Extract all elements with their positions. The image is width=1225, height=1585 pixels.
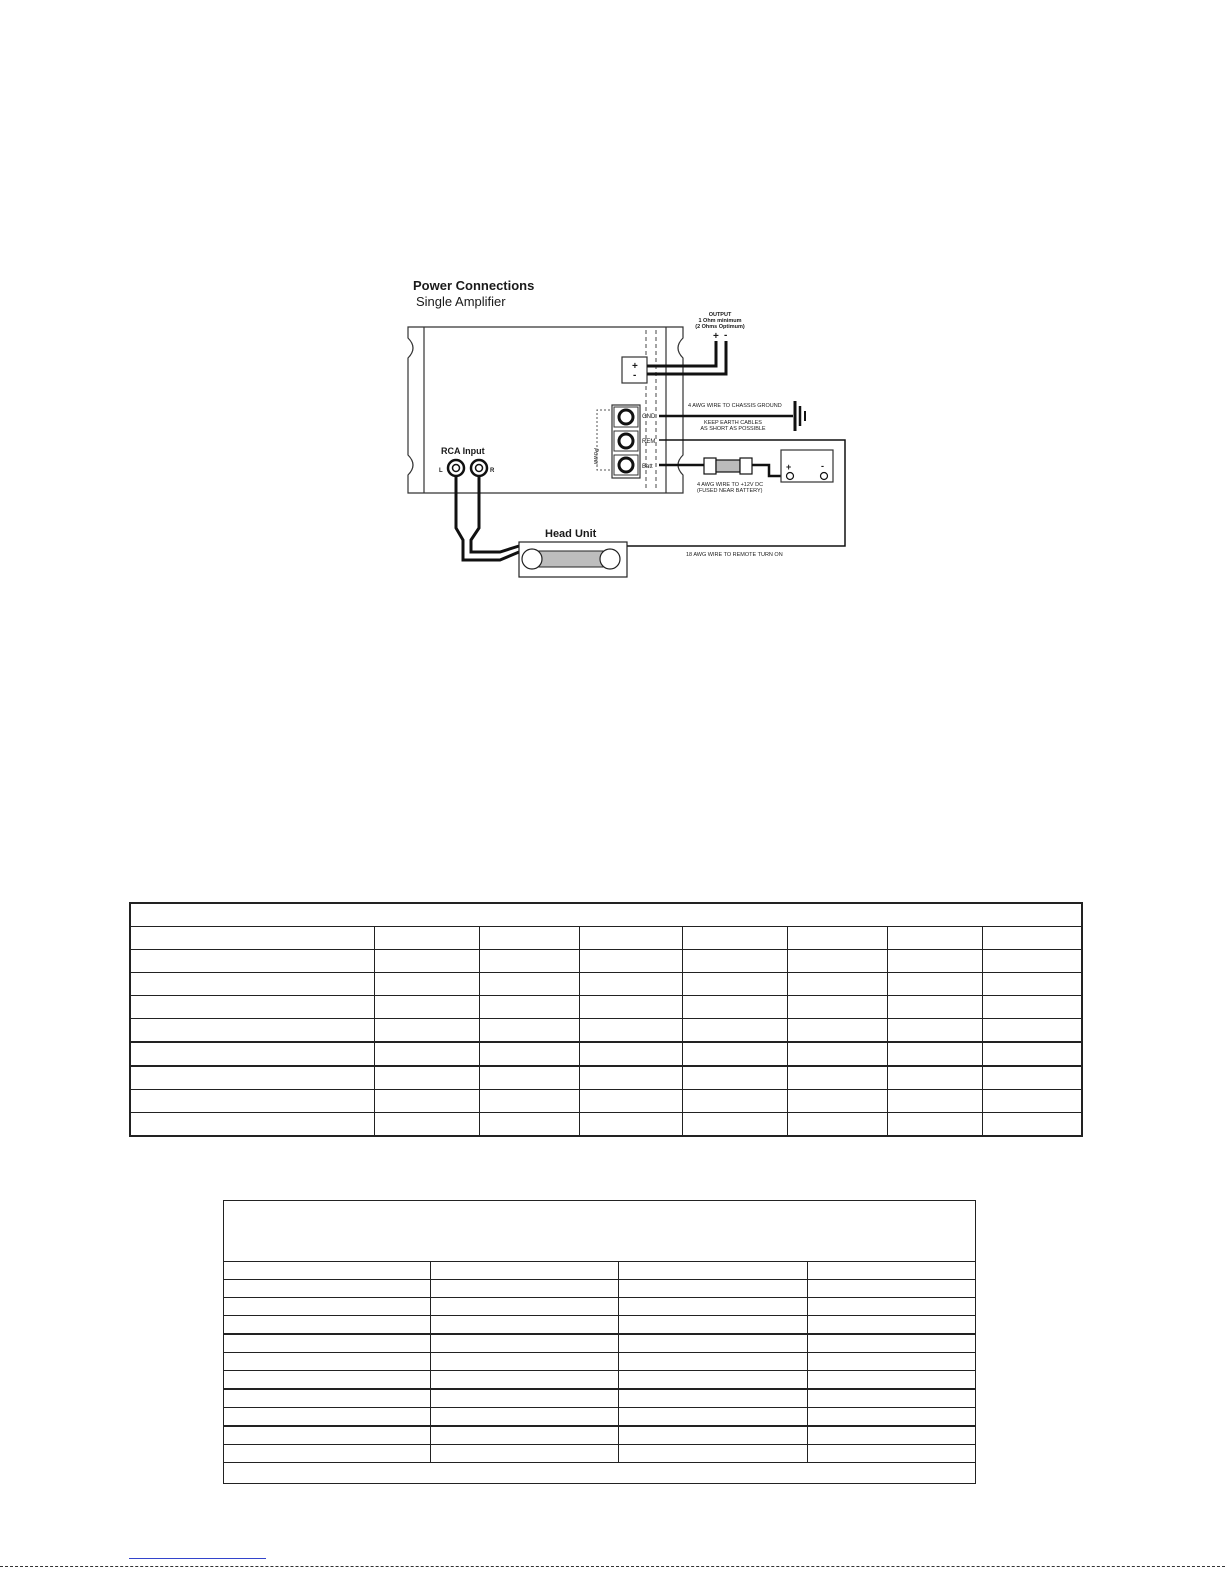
output-minus: - — [724, 330, 728, 341]
rca-right-label: R — [490, 468, 495, 474]
speaker-wires — [647, 341, 726, 374]
table-row — [130, 927, 1082, 950]
power-connections-diagram — [0, 0, 1225, 620]
table-row — [224, 1371, 976, 1390]
rca-right-jack[interactable] — [471, 460, 487, 476]
power-label: Power — [592, 448, 598, 466]
svg-text:+: + — [632, 361, 638, 372]
table-row — [224, 1445, 976, 1463]
table-row — [130, 973, 1082, 996]
speaker-output-terminal[interactable] — [622, 357, 647, 383]
table-row — [130, 1019, 1082, 1043]
output-opt-label: (2 Ohms Optimum) — [695, 324, 745, 330]
table-row — [224, 1408, 976, 1427]
output-plus: + — [713, 331, 719, 342]
table-row — [130, 1042, 1082, 1066]
output-label: OUTPUT — [708, 312, 732, 318]
table-row — [224, 1316, 976, 1335]
table-row — [224, 1334, 976, 1353]
battery-minus: - — [821, 461, 824, 471]
footer-link-underline[interactable] — [129, 1558, 266, 1559]
gnd-label: GND — [642, 414, 656, 420]
table-row — [224, 1298, 976, 1316]
svg-text:-: - — [633, 370, 637, 381]
table-row — [224, 1280, 976, 1298]
table-header-row — [224, 1201, 976, 1262]
table-row — [224, 1389, 976, 1408]
batt-terminal[interactable] — [619, 458, 633, 472]
batt-label: Batt — [642, 464, 653, 470]
table-row — [130, 950, 1082, 973]
rem-terminal[interactable] — [619, 434, 633, 448]
table-row — [130, 1113, 1082, 1137]
diagram-subtitle: Single Amplifier — [416, 294, 506, 309]
output-min-label: 1 Ohm minimum — [698, 318, 742, 324]
head-unit-label: Head Unit — [545, 528, 597, 540]
rca-cables — [456, 476, 519, 560]
table-header-row — [130, 903, 1082, 927]
rca-left-jack[interactable] — [448, 460, 464, 476]
keep-short-label-1: KEEP EARTH CABLES — [704, 420, 762, 426]
battery-plus: + — [786, 462, 792, 472]
table-footer-row — [224, 1463, 976, 1484]
rem-label: REM — [642, 439, 656, 445]
spec-table-2 — [223, 1200, 976, 1484]
head-unit — [519, 542, 627, 577]
keep-short-label-2: AS SHORT AS POSSIBLE — [700, 426, 766, 432]
chassis-ground-icon — [795, 401, 805, 431]
rca-input-label: RCA Input — [441, 446, 485, 456]
table-row — [224, 1262, 976, 1280]
rca-left-label: L — [439, 468, 443, 474]
table-row — [130, 996, 1082, 1019]
table-row — [224, 1353, 976, 1371]
spec-table — [129, 902, 1083, 1137]
gnd-terminal[interactable] — [619, 410, 633, 424]
diagram-title: Power Connections — [413, 278, 535, 293]
remote-wire-label: 18 AWG WIRE TO REMOTE TURN ON — [686, 552, 783, 558]
table-row — [130, 1090, 1082, 1113]
ground-wire-label: 4 AWG WIRE TO CHASSIS GROUND — [688, 403, 782, 409]
page-bottom-rule — [0, 1566, 1225, 1567]
table-row — [130, 1066, 1082, 1090]
batt-wire-label-2: (FUSED NEAR BATTERY) — [697, 488, 763, 494]
batt-wire-label-1: 4 AWG WIRE TO +12V DC — [697, 482, 764, 488]
table-row — [224, 1426, 976, 1445]
inline-fuse — [704, 458, 752, 474]
